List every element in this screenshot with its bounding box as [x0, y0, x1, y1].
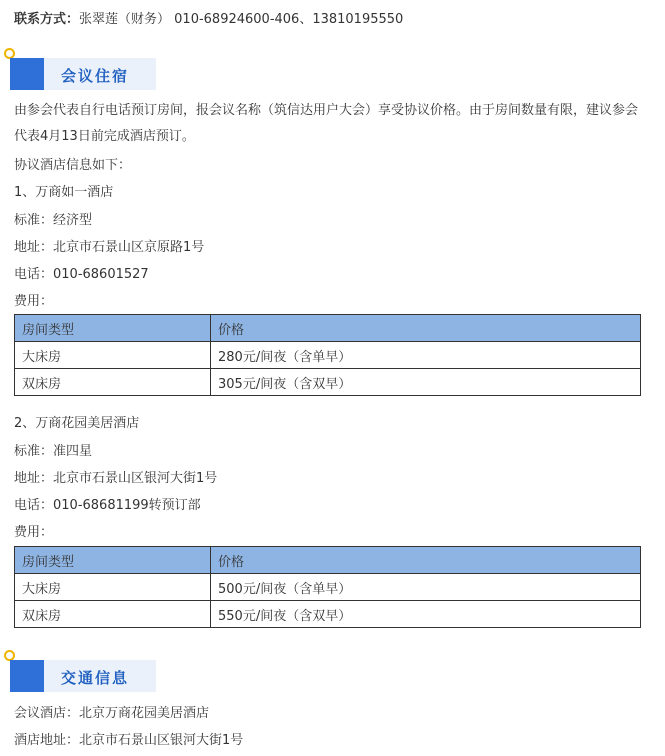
hotel-address: 地址：北京市石景山区银河大街1号 — [14, 471, 218, 486]
header-room-type: 房间类型 — [15, 547, 211, 574]
table-row — [15, 601, 641, 628]
header-block-icon — [10, 660, 44, 692]
room-type-cell: 大床房 — [15, 342, 211, 369]
fee-label: 费用： — [14, 294, 54, 309]
hotel-phone: 电话：010-68681199转预订部 — [14, 498, 201, 513]
contact-label: 联系方式： — [14, 12, 80, 27]
intro-paragraph: 由参会代表自行电话预订房间，报会议名称（筑信达用户大会）享受协议价格。由于房间数量有限，建议参会代表4月13日前完成酒店预订。 — [14, 103, 639, 144]
room-type-cell: 双床房 — [15, 601, 211, 628]
fee-table — [14, 314, 641, 396]
header-room-type: 房间类型 — [15, 315, 211, 342]
table-header-row — [15, 547, 641, 574]
section-title: 交通信息 — [61, 669, 130, 687]
contact-line — [14, 8, 403, 27]
venue-hotel: 会议酒店：北京万商花园美居酒店 — [14, 706, 210, 721]
table-row — [15, 369, 641, 396]
header-price: 价格 — [211, 315, 641, 342]
table-row — [15, 574, 641, 601]
header-block-icon — [10, 58, 44, 90]
list-heading: 协议酒店信息如下： — [14, 158, 132, 173]
section-header-transport — [4, 650, 164, 694]
hotel-phone: 电话：010-68601527 — [14, 267, 149, 282]
price-cell: 550元/间夜（含双早） — [211, 601, 641, 628]
price-cell: 500元/间夜（含单早） — [211, 574, 641, 601]
header-price: 价格 — [211, 547, 641, 574]
fee-label: 费用： — [14, 525, 54, 540]
hotel-name: 1、万商如一酒店 — [14, 185, 114, 200]
table-header-row — [15, 315, 641, 342]
contact-value: 张翠莲（财务） 010-68924600-406、13810195550 — [79, 12, 404, 27]
hotel-name: 2、万商花园美居酒店 — [14, 416, 140, 431]
section-header-accommodation — [4, 48, 164, 92]
hotel-standard: 标准：准四星 — [14, 444, 93, 459]
room-type-cell: 双床房 — [15, 369, 211, 396]
price-cell: 280元/间夜（含单早） — [211, 342, 641, 369]
price-cell: 305元/间夜（含双早） — [211, 369, 641, 396]
venue-address: 酒店地址：北京市石景山区银河大街1号 — [14, 733, 244, 748]
room-type-cell: 大床房 — [15, 574, 211, 601]
table-row — [15, 342, 641, 369]
fee-table — [14, 546, 641, 628]
hotel-address: 地址：北京市石景山区京原路1号 — [14, 240, 205, 255]
section-title: 会议住宿 — [61, 67, 130, 85]
hotel-standard: 标准：经济型 — [14, 213, 93, 228]
